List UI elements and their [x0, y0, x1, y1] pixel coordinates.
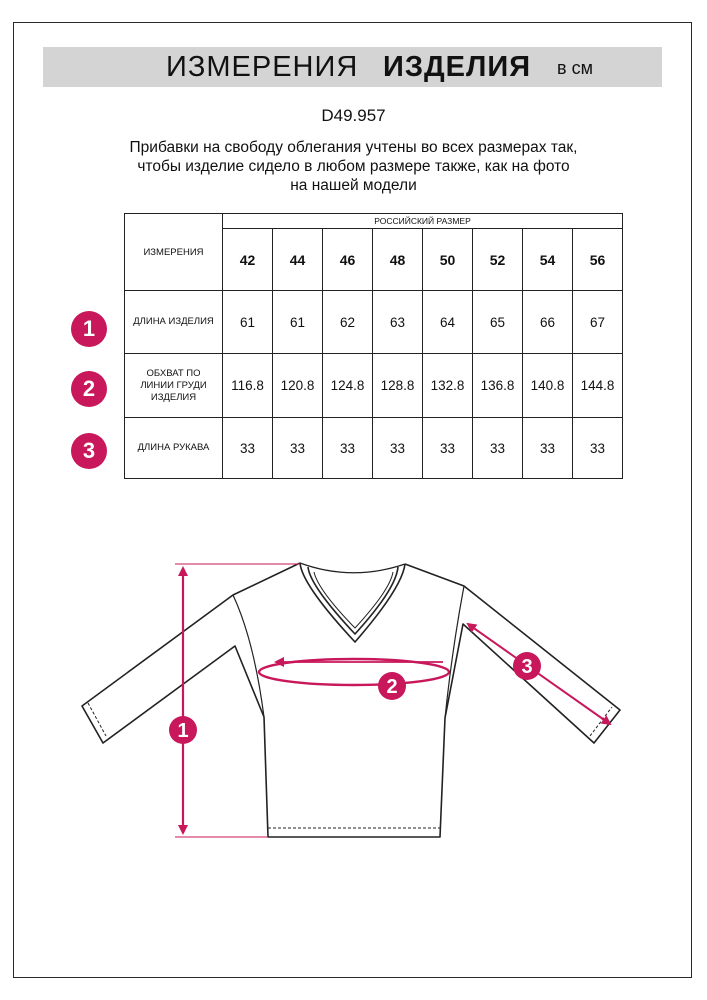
measurement-guides [175, 564, 610, 837]
sleeve-arrow [468, 624, 610, 724]
marker-1-label: 1 [177, 720, 189, 742]
value-cell: 33 [223, 418, 273, 479]
row-badge-2: 2 [71, 371, 107, 407]
value-cell: 33 [273, 418, 323, 479]
fit-note-line: чтобы изделие сидело в любом размере также, как на фото [137, 158, 570, 175]
value-cell: 65 [473, 291, 523, 354]
model-code: D49.957 [321, 106, 386, 125]
fit-note-line: Прибавки на свободу облегания учтены во всех размерах так, [129, 139, 578, 156]
sweater-armhole-left [233, 595, 264, 717]
sweater-armhole-right [445, 586, 464, 718]
measurements-header: ИЗМЕРЕНИЯ [125, 214, 223, 291]
fit-note-line: на нашей модели [290, 177, 417, 194]
value-cell: 136.8 [473, 354, 523, 418]
row-label-line: ИЗДЕЛИЯ [150, 391, 197, 403]
value-cell: 33 [373, 418, 423, 479]
sweater-outline [82, 563, 620, 837]
row-badge-1: 1 [71, 311, 107, 347]
value-cell: 132.8 [423, 354, 473, 418]
row-label-length: ДЛИНА ИЗДЕЛИЯ [125, 291, 223, 354]
size-cell: 48 [373, 229, 423, 291]
value-cell: 61 [273, 291, 323, 354]
value-cell: 67 [573, 291, 623, 354]
value-cell: 62 [323, 291, 373, 354]
value-cell: 64 [423, 291, 473, 354]
size-group-header: РОССИЙСКИЙ РАЗМЕР [223, 214, 623, 229]
value-cell: 33 [423, 418, 473, 479]
value-cell: 128.8 [373, 354, 423, 418]
title-item: ИЗДЕЛИЯ [383, 51, 532, 83]
value-cell: 63 [373, 291, 423, 354]
sweater-neckline-inner [308, 567, 398, 634]
value-cell: 120.8 [273, 354, 323, 418]
value-cell: 116.8 [223, 354, 273, 418]
value-cell: 140.8 [523, 354, 573, 418]
size-cell: 54 [523, 229, 573, 291]
value-cell: 33 [473, 418, 523, 479]
row-label-line: ОБХВАТ ПО [146, 367, 201, 379]
marker-3 [513, 652, 541, 680]
size-cell: 42 [223, 229, 273, 291]
value-cell: 33 [573, 418, 623, 479]
sweater-back-neck [300, 563, 405, 573]
value-cell: 144.8 [573, 354, 623, 418]
size-cell: 56 [573, 229, 623, 291]
title-unit: в см [557, 58, 593, 78]
size-cell: 44 [273, 229, 323, 291]
sweater-body-outline [82, 563, 620, 837]
size-cell: 46 [323, 229, 373, 291]
marker-2-label: 2 [386, 676, 398, 698]
value-cell: 33 [523, 418, 573, 479]
size-cell: 52 [473, 229, 523, 291]
value-cell: 61 [223, 291, 273, 354]
marker-2 [378, 672, 406, 700]
value-cell: 33 [323, 418, 373, 479]
row-label-line: ЛИНИИ ГРУДИ [140, 379, 207, 391]
title-measurements: ИЗМЕРЕНИЯ [166, 51, 359, 83]
marker-1 [169, 716, 197, 744]
marker-3-label: 3 [521, 656, 533, 678]
value-cell: 66 [523, 291, 573, 354]
row-label-sleeve: ДЛИНА РУКАВА [125, 418, 223, 479]
size-cell: 50 [423, 229, 473, 291]
value-cell: 124.8 [323, 354, 373, 418]
row-badge-3: 3 [71, 433, 107, 469]
